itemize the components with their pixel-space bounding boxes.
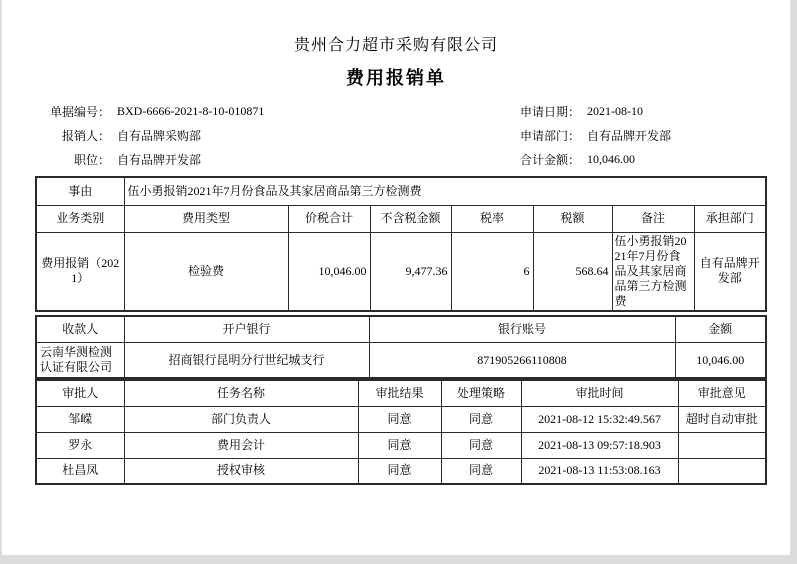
- info-row: [2, 99, 790, 123]
- approval-row: [36, 406, 766, 432]
- total-amount-value: 10,046.00: [587, 151, 635, 166]
- claimant-value: 自有品牌采购部: [117, 128, 202, 143]
- expense-data-row: [36, 232, 766, 311]
- expense-category-cell: 费用报销（2021）: [36, 232, 124, 311]
- task-cell: 授权审核: [124, 458, 358, 484]
- col-header-account: 银行账号: [369, 316, 675, 343]
- expense-tax-cell: 568.64: [533, 232, 612, 311]
- position-label: 职位：: [73, 152, 110, 167]
- form-title: 费用报销单: [346, 68, 446, 88]
- col-header-dept: 承担部门: [694, 205, 766, 232]
- col-header-strategy: 处理策略: [441, 380, 521, 406]
- col-header-type: 费用类型: [124, 205, 288, 232]
- approver-cell: 杜昌凤: [36, 458, 124, 484]
- document-page: [2, 0, 790, 555]
- expense-type-cell: 检验费: [124, 232, 288, 311]
- expense-rate-cell: 6: [451, 232, 533, 311]
- col-header-approver: 审批人: [36, 380, 124, 406]
- strategy-cell: 同意: [441, 458, 521, 484]
- col-header-opinion: 审批意见: [678, 380, 766, 406]
- apply-dept-pair: [498, 123, 671, 147]
- col-header-total: 价税合计: [288, 205, 370, 232]
- payee-name-cell: 云南华测检测认证有限公司: [36, 343, 124, 379]
- approver-cell: 邹嵘: [36, 406, 124, 432]
- result-cell: 同意: [358, 458, 441, 484]
- apply-dept-label: 申请部门：: [519, 128, 580, 143]
- claimant-label: 报销人：: [61, 128, 110, 143]
- strategy-cell: 同意: [441, 406, 521, 432]
- apply-date-value: 2021-08-10: [587, 103, 643, 118]
- apply-dept-value: 自有品牌开发部: [587, 128, 672, 143]
- task-cell: 部门负责人: [124, 406, 358, 432]
- expense-excl-tax-cell: 9,477.36: [370, 232, 451, 311]
- result-cell: 同意: [358, 406, 441, 432]
- col-header-excl-tax: 不含税金额: [370, 205, 451, 232]
- col-header-category: 业务类别: [36, 205, 124, 232]
- payee-account-cell: 871905266110808: [369, 343, 675, 379]
- col-header-amount: 金额: [675, 316, 766, 343]
- time-cell: 2021-08-13 09:57:18.903: [521, 432, 678, 458]
- expense-dept-cell: 自有品牌开发部: [694, 232, 766, 311]
- task-cell: 费用会计: [124, 432, 358, 458]
- reason-value-cell: 伍小勇报销2021年7月份食品及其家居商品第三方检测费: [124, 177, 766, 205]
- time-cell: 2021-08-12 15:32:49.567: [521, 406, 678, 432]
- col-header-payee: 收款人: [36, 316, 124, 343]
- expense-header-row: [36, 205, 766, 232]
- expense-table: [35, 176, 767, 312]
- col-header-remark: 备注: [612, 205, 694, 232]
- payee-bank-cell: 招商银行昆明分行世纪城支行: [124, 343, 369, 379]
- position-value: 自有品牌开发部: [117, 152, 202, 167]
- expense-total-cell: 10,046.00: [288, 232, 370, 311]
- opinion-cell: [678, 458, 766, 484]
- apply-date-label: 申请日期：: [519, 104, 580, 119]
- col-header-time: 审批时间: [521, 380, 678, 406]
- total-amount-label: 合计金额：: [519, 152, 580, 167]
- total-amount-pair: [498, 147, 635, 171]
- approval-header-row: [36, 380, 766, 406]
- info-row: [2, 123, 790, 147]
- doc-number-label: 单据编号：: [49, 104, 110, 119]
- col-header-rate: 税率: [451, 205, 533, 232]
- opinion-cell: [678, 432, 766, 458]
- opinion-cell: 超时自动审批: [678, 406, 766, 432]
- approval-table: [35, 379, 767, 485]
- payee-amount-cell: 10,046.00: [675, 343, 766, 379]
- doc-number-value: BXD-6666-2021-8-10-010871: [117, 103, 265, 118]
- expense-remark-cell: 伍小勇报销2021年7月份食品及其家居商品第三方检测费: [612, 232, 694, 311]
- payee-table: [35, 315, 767, 380]
- info-row: [2, 147, 790, 171]
- approval-row: [36, 458, 766, 484]
- result-cell: 同意: [358, 432, 441, 458]
- col-header-result: 审批结果: [358, 380, 441, 406]
- payee-header-row: [36, 316, 766, 343]
- approval-row: [36, 432, 766, 458]
- strategy-cell: 同意: [441, 432, 521, 458]
- col-header-bank: 开户银行: [124, 316, 369, 343]
- approver-cell: 罗永: [36, 432, 124, 458]
- company-name: 贵州合力超市采购有限公司: [293, 37, 498, 54]
- col-header-tax: 税额: [533, 205, 612, 232]
- col-header-task: 任务名称: [124, 380, 358, 406]
- info-section: [2, 99, 790, 171]
- time-cell: 2021-08-13 11:53:08.163: [521, 458, 678, 484]
- reason-label-cell: 事由: [36, 177, 124, 205]
- reason-row: [36, 177, 766, 205]
- apply-date-pair: [498, 99, 643, 123]
- payee-data-row: [36, 343, 766, 379]
